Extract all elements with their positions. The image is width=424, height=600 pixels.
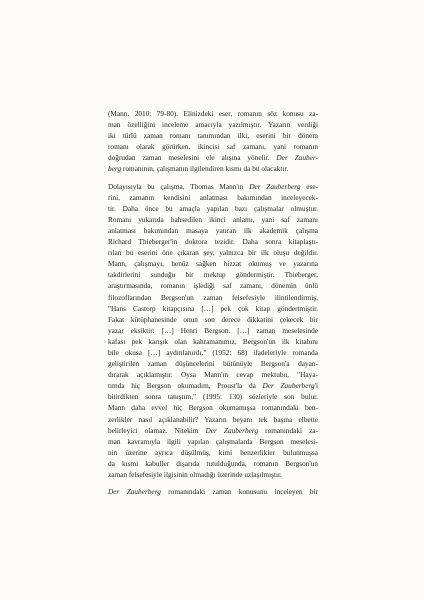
text-line: Mann daha evvel hiç Bergson okumamışsa romanındaki ben- <box>108 403 318 413</box>
text-line: tir. Daha önce bu amaçla yapılan bazı çalışmalar olmuştur. <box>108 203 318 213</box>
text-line: filozoflarından Bergson'un zaman felsefesiyle ilintilendirmiş, <box>108 292 318 302</box>
text-line: zerlikler nasıl açıklanabilir? Yazarın beyanı tek başına elbette <box>108 414 318 424</box>
text-line: Dolayısıyla bu çalışma, Thomas Mann'ın Der Zauberberg ese- <box>108 181 318 191</box>
text-line: zaman felsefesiyle ilgisinin olmadığı üzerinde uzlaşılmıştır. <box>108 470 282 479</box>
text-line: nin üzerine ayrıca düşülmüş, kimi benzerlikler bulunmuşsa <box>108 447 318 457</box>
text-line: kafası pek karışık olan kahramanımız, Bergson'un ilk kitabını <box>108 336 318 346</box>
text-line: Der Zauberberg romanındaki zaman konusunu inceleyen bir <box>108 487 319 497</box>
text-line: romanı olarak görürken, ikincisi saf zamanı, yani romanın <box>108 142 318 152</box>
text-line: Romanı yukarıda bahsedilen ikinci anlamı, yani saf zamanı <box>108 214 318 224</box>
text-line: man özelliğini inceleme amacıyla yazılmıştır. Yazarın verdiği <box>108 120 318 130</box>
paragraph-3 <box>108 486 318 497</box>
text-line: rini, zamanın kendisini anlatması bakımından inceleyecek- <box>108 192 318 202</box>
paragraph-2 <box>108 181 318 481</box>
paragraph-1 <box>108 108 318 175</box>
text-line: Mann, çalışmayı, henüz sağken bizzat okumuş ve yazarına <box>108 259 318 269</box>
text-line: man kavramıyla ilgili yapılan çalışmalarda Bergson meselesi- <box>108 436 318 446</box>
text-line: bitirdikten sonra tanıştım," (1995: 130) sözleriyle son bulur. <box>108 392 318 402</box>
text-line: anlatması bakımından masaya yatıran ilk akademik çalışma <box>108 225 318 235</box>
text-line: dırarak açıklamıştır. Oysa Mann'ın cevap mektubu, "Haya- <box>108 370 318 380</box>
text-line: berg romanının, çalışmanın ilgilendiren kısmı da bu olacaktır. <box>108 164 289 174</box>
text-line: (Mann, 2010: 79-80). Elinizdeki eser, romanın söz konusu za- <box>108 109 318 118</box>
text-line: geliştirilen zaman düşüncelerini bütünüyle Bergson'a dayan- <box>108 359 318 369</box>
text-line: takdirlerini sunduğu bir mektup göndermiştir. Thieberger, <box>108 270 318 280</box>
text-line: tımda hiç Bergson okumadım, Proust'la da Der Zauberberg'i <box>108 381 318 391</box>
text-line: "Hans Castorp kitapçısına […] pek çok kitap göndertmiştir. <box>108 303 318 313</box>
text-line: araştırmasında, romanın işlediği saf zamanı, dönemin ünlü <box>108 281 318 291</box>
text-line: Richard Thieberger'in doktora tezidir. Daha sonra kitaplaştı- <box>108 237 318 247</box>
text-line: bile okusa […] aydınlanırdı," (1952: 68) ifadeleriyle romanda <box>108 347 318 357</box>
text-line: rılan bu eserini öne çıkaran şey, yalnızca bir ilk oluşu değildir. <box>108 248 318 258</box>
text-line: da kısmi kabuller dışarıda tutulduğunda, romanın Bergson'un <box>108 458 318 468</box>
text-line: iki türlü zaman romanı tanımından ilki, eserini bir dönem <box>108 131 318 141</box>
text-line: yazar eksiktir: […] Henri Bergson. […] zaman meselesinde <box>108 325 318 335</box>
text-line: doğrudan zaman meselesini ele alışına yönelir. Der Zauber- <box>108 153 318 163</box>
book-page-text <box>108 108 318 497</box>
text-line: belirleyici olamaz. Nitekim Der Zauberberg romanındaki za- <box>108 425 319 435</box>
text-line: Fakat kütüphanesinde onun son derece dikkatini çekecek bir <box>108 314 318 324</box>
